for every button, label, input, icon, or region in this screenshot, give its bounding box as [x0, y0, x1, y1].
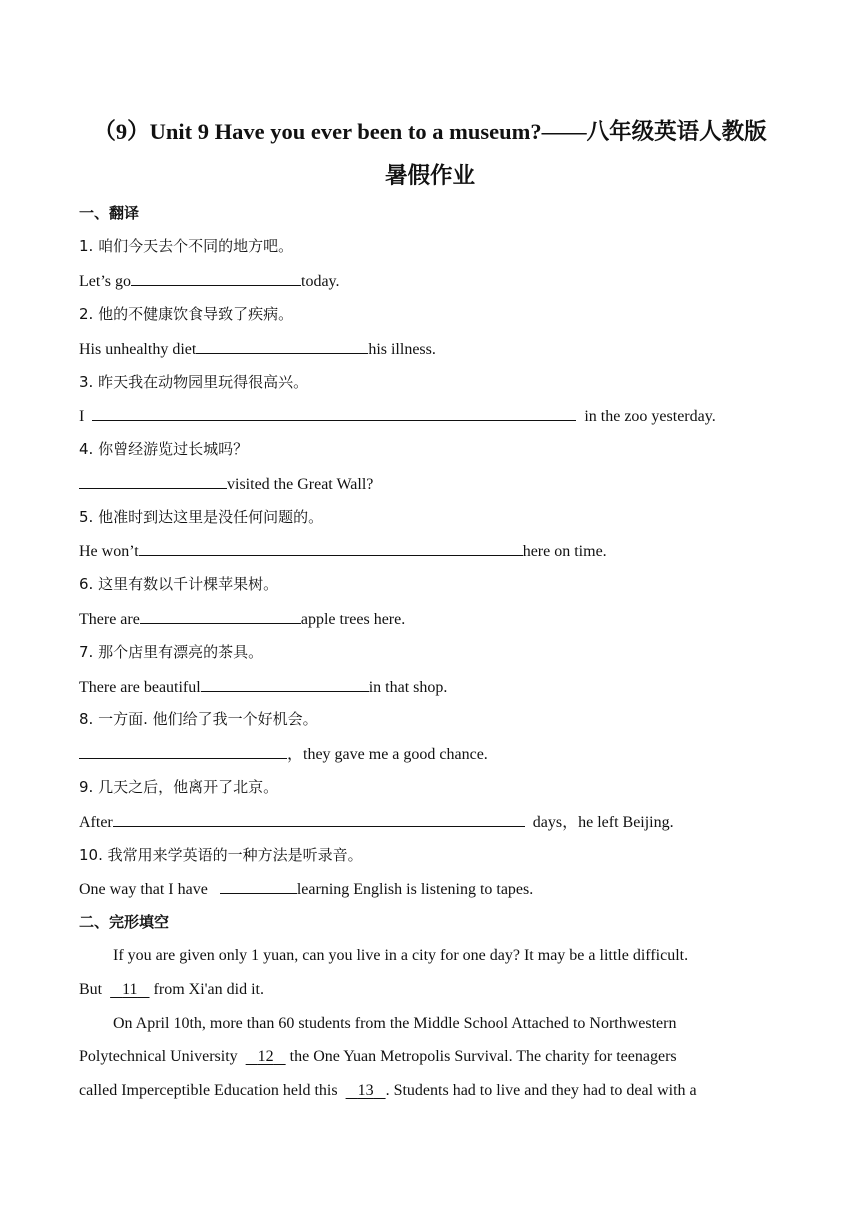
answer-blank[interactable]	[140, 608, 301, 624]
cloze-blank-12[interactable]: 12	[257, 1048, 274, 1065]
question-10-chinese: 10. 我常用来学英语的一种方法是听录音。	[79, 846, 363, 864]
answer-blank[interactable]	[139, 540, 523, 556]
question-6-english: There are apple trees here.	[79, 608, 405, 630]
cloze-paragraph-2-line-3: called Imperceptible Education held this 13 . Students had to live and they had to deal with a	[79, 1082, 697, 1099]
question-7-chinese: 7. 那个店里有漂亮的茶具。	[79, 643, 264, 661]
answer-blank[interactable]	[196, 338, 368, 354]
question-2-chinese: 2. 他的不健康饮食导致了疾病。	[79, 305, 294, 323]
section-heading-translation: 一、翻译	[79, 204, 140, 222]
cloze-blank-11[interactable]: 11	[122, 981, 138, 998]
question-3-chinese: 3. 昨天我在动物园里玩得很高兴。	[79, 373, 309, 391]
section-heading-cloze: 二、完形填空	[79, 913, 170, 931]
question-4-chinese: 4. 你曾经游览过长城吗？	[79, 440, 249, 458]
question-10-english: One way that I have learning English is listening to tapes.	[79, 878, 533, 900]
cloze-paragraph-2-line-2: Polytechnical University 12 the One Yuan Metropolis Survival. The charity for teenagers	[79, 1048, 677, 1065]
question-2-english: His unhealthy diet his illness.	[79, 338, 436, 360]
question-5-chinese: 5. 他准时到达这里是没任何问题的。	[79, 508, 324, 526]
question-4-english: visited the Great Wall?	[79, 473, 373, 495]
question-3-english: I in the zoo yesterday.	[79, 405, 716, 427]
answer-blank[interactable]	[131, 270, 301, 286]
answer-blank[interactable]	[79, 743, 287, 759]
answer-blank[interactable]	[79, 473, 227, 489]
question-1-chinese: 1. 咱们今天去个不同的地方吧。	[79, 237, 294, 255]
page-subtitle: 暑假作业	[384, 163, 475, 188]
question-9-chinese: 9. 几天之后，他离开了北京。	[79, 778, 279, 796]
cloze-blank-13[interactable]: 13	[357, 1082, 374, 1099]
page-title: （9）Unit 9 Have you ever been to a museum?——八年级英语人教版	[93, 119, 767, 144]
answer-blank[interactable]	[220, 878, 297, 894]
cloze-paragraph-1-line-1: If you are given only 1 yuan, can you live in a city for one day? It may be a little difficult.	[113, 947, 689, 964]
answer-blank[interactable]	[113, 811, 525, 827]
question-7-english: There are beautiful in that shop.	[79, 676, 447, 698]
question-6-chinese: 6. 这里有数以千计棵苹果树。	[79, 575, 279, 593]
question-9-english: After days，he left Beijing.	[79, 811, 674, 833]
answer-blank[interactable]	[201, 676, 369, 692]
cloze-paragraph-2-line-1: On April 10th, more than 60 students from the Middle School Attached to Northwestern	[113, 1015, 677, 1032]
question-8-chinese: 8. 一方面. 他们给了我一个好机会。	[79, 710, 318, 728]
question-8-english: ，they gave me a good chance.	[79, 743, 488, 765]
cloze-paragraph-1-line-2: But 11 from Xi'an did it.	[79, 981, 264, 998]
question-5-english: He won’t here on time.	[79, 540, 607, 562]
question-1-english: Let’s go today.	[79, 270, 340, 292]
answer-blank[interactable]	[92, 405, 576, 421]
